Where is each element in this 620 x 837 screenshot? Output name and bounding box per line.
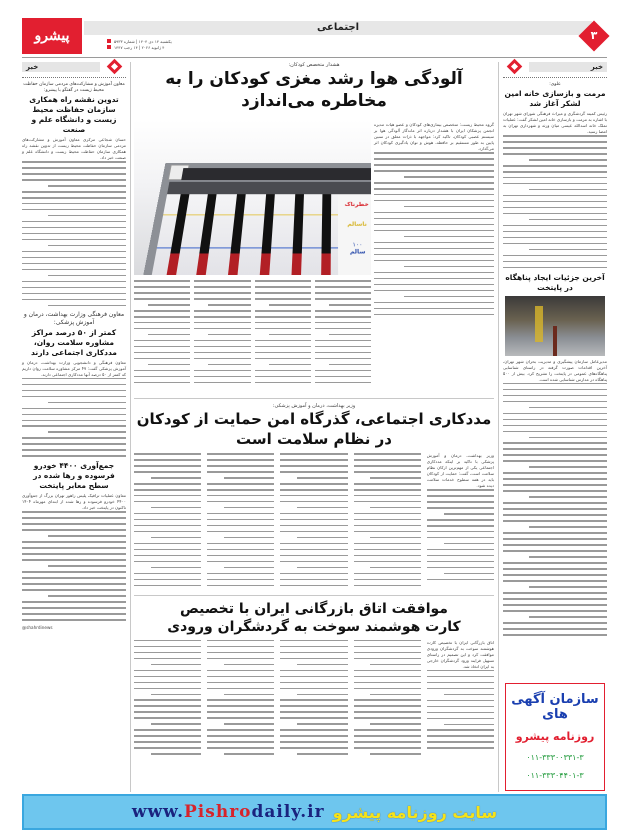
story-columns — [134, 640, 494, 760]
story-column — [427, 640, 494, 760]
story-body — [134, 453, 201, 591]
story-headline[interactable]: جمع‌آوری ۴۴۰۰ خودرو فرسوده و رها شده در سطح معابر پایتخت — [33, 461, 115, 491]
story-headline[interactable]: تدوین نقشه راه همکاری سازمان حفاظت محیط زیست و دانشگاه علم و صنعت — [29, 95, 119, 134]
section-label-khabar — [503, 60, 607, 74]
diamond-arrow-icon — [107, 59, 123, 75]
label-value: ۱۰۰ — [352, 241, 363, 249]
section-label-text: خبر — [529, 62, 607, 72]
label-danger: خطرناک — [344, 201, 369, 208]
masthead-divider — [22, 57, 607, 58]
bullet-square-icon — [107, 45, 111, 49]
label-healthy: سالم — [349, 248, 366, 256]
news-item[interactable] — [134, 600, 494, 760]
story-lead: رئیس کمیته گردشگری و میراث فرهنگی شورای شهر تهران با اشاره به مرمت و بازسازی خانه امین لشکر گفت: عملیات تملک خانه اسدالله عیسی میان ورثه و شهرداری تهران به امضا رسید. — [503, 111, 607, 134]
dotted-divider — [22, 77, 126, 78]
advertising-box[interactable] — [505, 683, 605, 791]
story-headline[interactable]: کمتر از ۵۰ درصد مراکز مشاوره سلامت روان، مددکاری اجتماعی دارند — [31, 327, 117, 357]
story-divider — [134, 595, 494, 596]
story-link[interactable]: @shahrdinews — [22, 625, 53, 631]
story-body — [22, 511, 126, 620]
story-kicker: معاون آموزش و مشارکت‌های مردمی سازمان حفاظت محیط زیست در گفتگو با پیشرو: — [23, 82, 125, 93]
newspaper-logo[interactable]: پیشرو — [22, 18, 82, 54]
story-body — [503, 135, 607, 268]
story-kicker: علوی: — [549, 82, 561, 87]
lead-story-kicker: هشدار متخصص کودکان: — [288, 62, 340, 68]
led-screen — [181, 168, 371, 180]
story-lead: وزیر بهداشت، درمان و آموزش پزشکی با تاکید بر اینکه مددکاری اجتماعی یکی از مهم‌ترین ارکان نظام سلامت است، گفت: حمایت از کودکان باید در همه سطوح خدمات سلامت دیده شود. — [426, 453, 494, 488]
story-lead: گروه محیط زیست: متخصص بیماری‌های کودکان و عضو هیات مدیره انجمن پزشکان ایران با هشدار درباره اثر ماندگار آلودگی هوا بر سیستم عصبی کودکان، تاکید کرد: مواجهه با ذرات معلق در سنین پایین به طور مستقیم بر حافظه، هوش و توان یادگیری کودکان اثر می‌گذارد. — [374, 122, 494, 151]
lead-story-columns — [134, 280, 371, 388]
url-brand: Pishro — [184, 802, 252, 822]
story-headline[interactable]: موافقت اتاق بازرگانی ایران با تخصیص کارت هوشمند سوخت به گردشگران ورودی — [167, 600, 461, 635]
story-kicker: معاون فرهنگی وزارت بهداشت، درمان و آموزش پزشکی: — [23, 310, 125, 326]
shelter-tunnel-photo — [505, 296, 605, 356]
dotted-divider — [503, 77, 607, 78]
story-body — [207, 453, 274, 591]
news-item[interactable] — [22, 311, 126, 457]
story-lead: معاون عملیات ترافیک پلیس راهور تهران بزرگ از جمع‌آوری ۴۴۰۰ خودرو فرسوده و رها شده از ابتدای مهرماه ۱۴۰۴ تاکنون در پایتخت خبر داد. — [22, 493, 126, 511]
story-body — [22, 161, 126, 306]
left-news-column — [22, 60, 126, 631]
section-label-text: خبر — [22, 62, 100, 72]
board-headers — [167, 182, 371, 194]
news-item[interactable] — [503, 82, 607, 268]
masthead — [22, 18, 607, 58]
page-number: ۳ — [590, 29, 598, 42]
story-lead: مدیرعامل سازمان پیشگیری و مدیریت بحران شهر تهران، آخرین اقدامات صورت گرفته در راستای شناسایی پناهگاه‌های عمومی در پایتخت را تشریح کرد. بیش از ۵۰۰ پناهگاه در مدارس شناسایی شده است. — [503, 358, 607, 382]
ad-newspaper-name: روزنامه پیشرو — [515, 730, 595, 743]
ad-phone-2[interactable]: ۰۱۱-۳۳۳۰۴۴۰۱-۳ — [526, 771, 584, 780]
story-body — [280, 640, 347, 760]
ad-phone-1[interactable]: ۰۱۱-۳۳۳۰۰۳۳۱-۳ — [526, 753, 584, 762]
story-body — [427, 670, 494, 749]
lead-story-text — [374, 122, 494, 320]
column-divider — [130, 62, 131, 792]
right-news-column — [503, 60, 607, 640]
bar-stripe — [321, 194, 331, 275]
story-columns — [134, 453, 494, 591]
story-body — [503, 383, 607, 636]
story-body — [255, 280, 311, 388]
board-legend — [338, 194, 371, 275]
lead-story-headline[interactable]: آلودگی هوا رشد مغزی کودکان را به مخاطره می‌اندازد — [165, 69, 463, 111]
center-main-column — [134, 60, 494, 759]
website-banner[interactable] — [22, 794, 607, 830]
bullet-square-icon — [107, 39, 111, 43]
section-label-khabar — [22, 60, 126, 74]
story-divider — [134, 398, 494, 399]
story-body — [207, 640, 274, 760]
story-body — [22, 378, 126, 457]
story-headline[interactable]: مددکاری اجتماعی، گذرگاه امن حمایت از کودکان در نظام سلامت است — [136, 410, 492, 448]
ad-title: سازمان آگهی های — [511, 692, 599, 722]
story-lead: اتاق بازرگانی ایران با تخصیص کارت هوشمند سوخت به گردشگران ورودی موافقت کرد و این تصمیم در راستای تسهیل فرایند ورود گردشگران خارجی به ایران اتخاذ شد. — [426, 639, 494, 669]
news-item[interactable] — [134, 403, 494, 591]
label-unhealthy: ناسالم — [347, 221, 368, 228]
issue-date — [107, 38, 172, 50]
website-label: سایت روزنامه پیشرو — [332, 802, 498, 822]
story-lead: معاون فرهنگی و دانشجویی وزارت بهداشت، درمان و آموزش پزشکی گفت: ۴۷ مرکز مشاوره سلامت روان داریم که کمتر از ۵۰ درصد آنها مددکاری اجتماعی دارند. — [22, 359, 126, 377]
news-item[interactable] — [22, 82, 126, 306]
news-item[interactable] — [503, 273, 607, 636]
column-divider — [498, 62, 499, 792]
story-body — [280, 453, 347, 591]
story-body — [134, 640, 201, 760]
story-headline[interactable]: مرمت و بازسازی خانه امین لشکر آغاز شد — [504, 89, 606, 108]
story-headline[interactable]: آخرین جزئیات ایجاد پناهگاه در پایتخت — [505, 272, 605, 292]
url-suffix: daily.ir — [251, 802, 325, 822]
website-url[interactable] — [132, 802, 325, 822]
story-body — [134, 280, 190, 388]
air-quality-board — [141, 163, 371, 275]
url-prefix: www. — [131, 802, 185, 822]
date-line-2: ۴ ژانویه ۲۰۲۶ | ۱۴ رجب ۱۴۴۷ — [114, 44, 165, 50]
story-body — [354, 640, 421, 760]
air-quality-board-photo — [134, 120, 371, 275]
story-column — [427, 453, 494, 591]
story-kicker: وزیر بهداشت، درمان و آموزش پزشکی: — [272, 403, 356, 409]
story-body — [427, 489, 494, 580]
diamond-arrow-icon — [507, 59, 523, 75]
story-body — [194, 280, 250, 388]
story-body — [374, 152, 494, 315]
page-number-badge — [578, 20, 609, 51]
news-item[interactable] — [22, 461, 126, 631]
date-line-1: یکشنبه ۱۴ دی ۱۴۰۴ | شماره ۵۹۳۳ — [114, 38, 172, 44]
story-body — [315, 280, 371, 388]
story-body — [354, 453, 421, 591]
lead-story — [134, 112, 494, 394]
story-lead: حسان شجاعی مرکزی معاون آموزش و مشارکت‌های مردمی سازمان حفاظت محیط زیست از تدوین نقشه راه همکاری سازمان حفاظت محیط زیست و دانشگاه علم و صنعت خبر داد. — [22, 137, 126, 160]
section-title: اجتماعی — [84, 21, 592, 35]
